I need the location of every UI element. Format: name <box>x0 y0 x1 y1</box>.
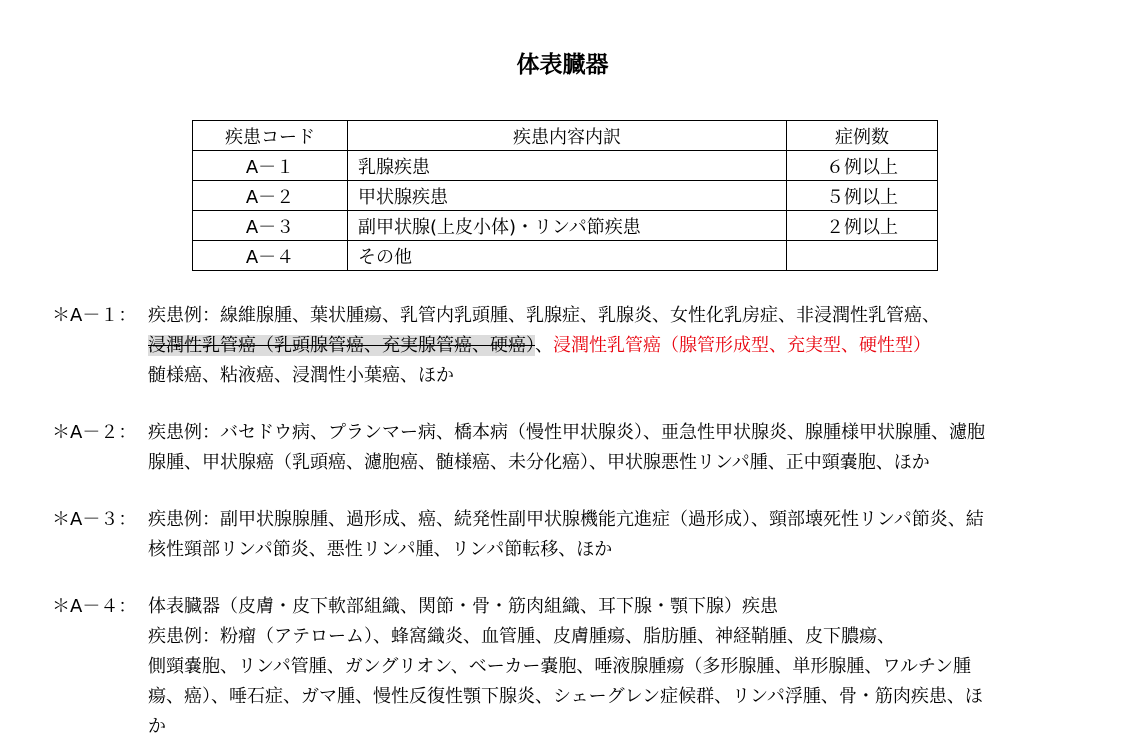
note-line: 腺腫、甲状腺癌（乳頭癌、濾胞癌、髄様癌、未分化癌）、甲状腺悪性リンパ腫、正中頸嚢胞、ほか <box>148 452 930 473</box>
notes-section <box>52 301 1092 742</box>
note-body <box>148 592 1092 742</box>
revised-text: 浸潤性乳管癌（腺管形成型、充実型、硬性型） <box>553 335 931 356</box>
table-row <box>193 211 938 241</box>
header-disease-code: 疾患コード <box>193 121 348 151</box>
cell-code: A－１ <box>193 151 348 181</box>
note-line: 核性頸部リンパ節炎、悪性リンパ腫、リンパ節転移、ほか <box>148 539 613 560</box>
disease-code-table <box>192 120 938 271</box>
note-a1 <box>52 301 1092 391</box>
cell-count: ５例以上 <box>787 181 938 211</box>
table-row <box>193 241 938 271</box>
cell-content: 甲状腺疾患 <box>348 181 787 211</box>
note-body <box>148 418 1092 478</box>
table-row <box>193 151 938 181</box>
note-line: か <box>148 716 166 737</box>
note-body <box>148 505 1092 565</box>
separator: 、 <box>535 335 553 356</box>
table-header-row <box>193 121 938 151</box>
note-line: 疾患例：粉瘤（アテローム）、蜂窩織炎、血管腫、皮膚腫瘍、脂肪腫、神経鞘腫、皮下膿瘍、 <box>148 626 895 647</box>
table-row <box>193 181 938 211</box>
cell-content: 副甲状腺(上皮小体)・リンパ節疾患 <box>348 211 787 241</box>
note-line: 疾患例：バセドウ病、プランマー病、橋本病（慢性甲状腺炎）、亜急性甲状腺炎、腺腫様甲状腺腫、濾胞 <box>148 422 985 443</box>
page-title: 体表臓器 <box>516 52 609 78</box>
cell-content: その他 <box>348 241 787 271</box>
note-line: 髄様癌、粘液癌、浸潤性小葉癌、ほか <box>148 365 454 386</box>
note-a2 <box>52 418 1092 478</box>
cell-code: A－３ <box>193 211 348 241</box>
note-line: 瘍、癌）、唾石症、ガマ腫、慢性反復性顎下腺炎、シェーグレン症候群、リンパ浮腫、骨・筋肉疾患、ほ <box>148 686 983 707</box>
note-line: 側頸嚢胞、リンパ管腫、ガングリオン、ベーカー嚢胞、唾液腺腫瘍（多形腺腫、単形腺腫、ワルチン腫 <box>148 656 971 677</box>
cell-content: 乳腺疾患 <box>348 151 787 181</box>
note-code: ＊A－３： <box>52 509 137 530</box>
note-a4 <box>52 592 1092 742</box>
header-case-count: 症例数 <box>787 121 938 151</box>
note-line: 疾患例：副甲状腺腺腫、過形成、癌、続発性副甲状腺機能亢進症（過形成）、頸部壊死性リンパ節炎、結 <box>148 509 984 530</box>
struck-text: 浸潤性乳管癌（乳頭腺管癌、充実腺管癌、硬癌） <box>148 335 535 356</box>
cell-count: ６例以上 <box>787 151 938 181</box>
cell-count: ２例以上 <box>787 211 938 241</box>
note-a3 <box>52 505 1092 565</box>
note-line: 体表臓器（皮膚・皮下軟部組織、関節・骨・筋肉組織、耳下腺・顎下腺）疾患 <box>148 596 778 617</box>
note-code: ＊A－１： <box>52 305 137 326</box>
cell-count <box>787 241 938 271</box>
note-line: 疾患例：線維腺腫、葉状腫瘍、乳管内乳頭腫、乳腺症、乳腺炎、女性化乳房症、非浸潤性乳管癌、 <box>148 305 940 326</box>
cell-code: A－２ <box>193 181 348 211</box>
note-body <box>148 301 1092 391</box>
note-code: ＊A－２： <box>52 422 137 443</box>
note-code: ＊A－４： <box>52 596 137 617</box>
cell-code: A－４ <box>193 241 348 271</box>
note-line-revision <box>148 331 1092 361</box>
header-disease-content: 疾患内容内訳 <box>348 121 787 151</box>
